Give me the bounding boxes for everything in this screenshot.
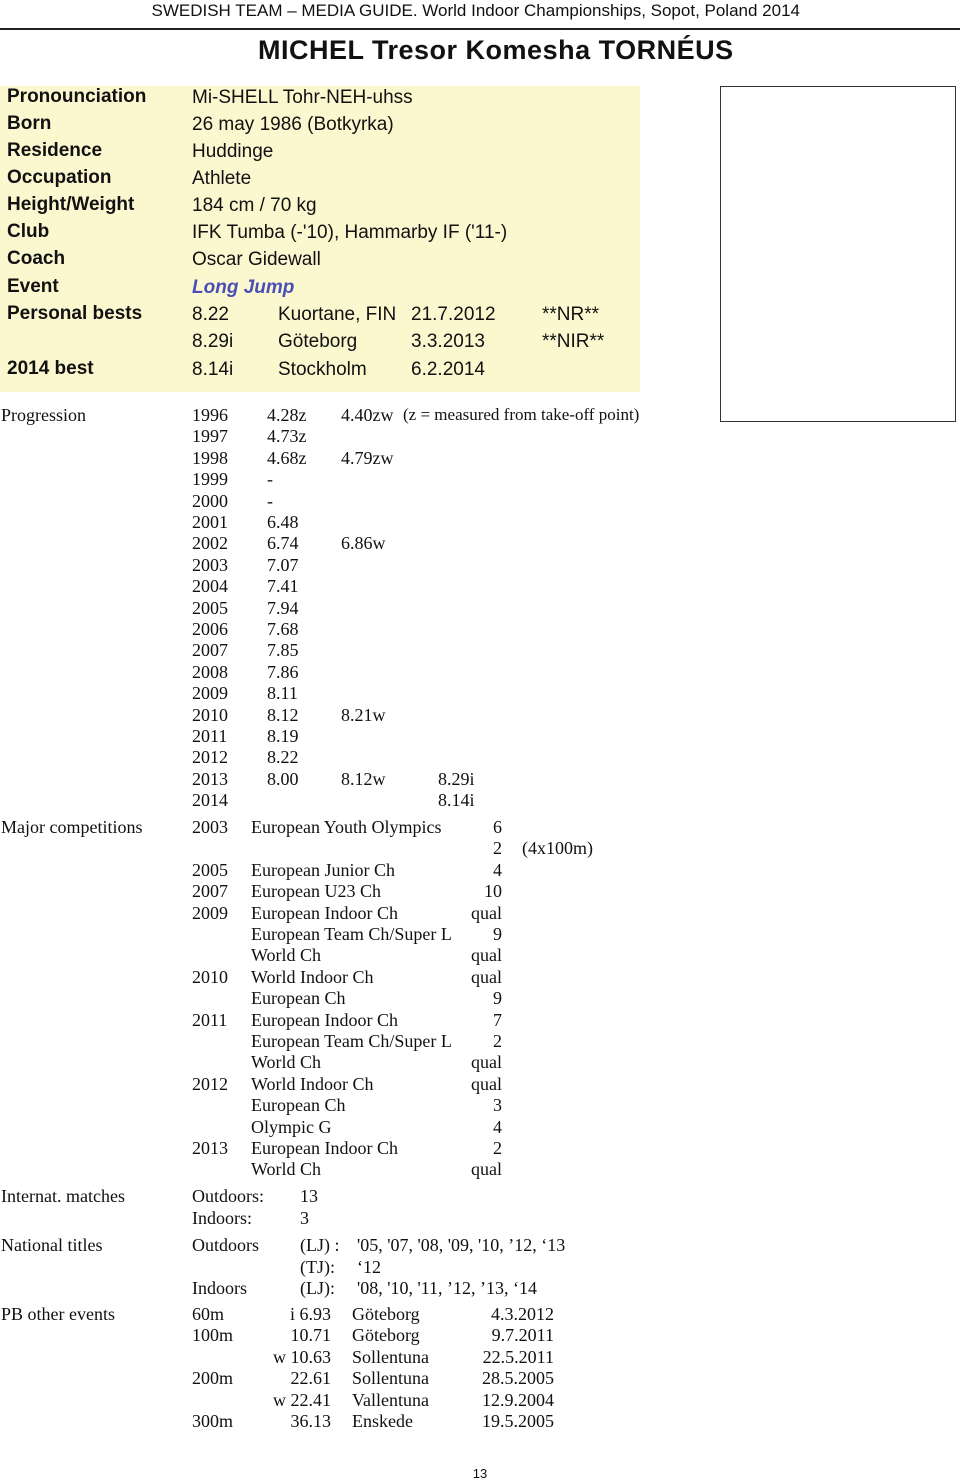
competition-year: 2007 bbox=[192, 881, 228, 902]
competition-place: 4 bbox=[493, 1116, 502, 1137]
competition-place: 6 bbox=[493, 817, 502, 837]
competition-place: 2 bbox=[493, 1031, 502, 1051]
competition-place: qual bbox=[471, 1073, 502, 1094]
pb-date: 21.7.2012 bbox=[411, 304, 496, 325]
pb-date: 22.5.2011 bbox=[482, 1346, 554, 1367]
progression-mark: 4.68z bbox=[267, 447, 307, 468]
progression-year: 2009 bbox=[192, 683, 228, 704]
pb-date: 28.5.2005 bbox=[482, 1368, 554, 1389]
pb-event: 200m bbox=[192, 1368, 234, 1389]
season-best-date: 6.2.2014 bbox=[411, 359, 485, 380]
title-years: ‘12 bbox=[357, 1256, 381, 1277]
competition-year: 2010 bbox=[192, 966, 228, 987]
athlete-info-box bbox=[0, 86, 640, 392]
competition-place: 4 bbox=[493, 859, 502, 880]
occupation-value: Athlete bbox=[192, 168, 252, 189]
national-titles-label: National titles bbox=[1, 1235, 103, 1255]
progression-label: Progression bbox=[1, 405, 86, 425]
pb-mark: 8.22 bbox=[192, 304, 229, 325]
major-competitions-label: Major competitions bbox=[1, 817, 143, 837]
progression-year: 2008 bbox=[192, 661, 228, 682]
pb-mark: i 6.93 bbox=[289, 1304, 331, 1324]
progression-note: (z = measured from take-off point) bbox=[403, 405, 640, 424]
event-label: Event bbox=[7, 276, 59, 297]
club-value: IFK Tumba (-'10), Hammarby IF ('11-) bbox=[192, 222, 508, 243]
competition-name: World Ch bbox=[251, 1052, 322, 1073]
progression-year: 2012 bbox=[192, 747, 228, 768]
pb-mark: 8.29i bbox=[192, 331, 234, 352]
progression-mark: 8.00 bbox=[267, 768, 299, 789]
progression-mark-wind: 8.12w bbox=[341, 768, 386, 789]
competition-name: World Indoor Ch bbox=[251, 966, 374, 987]
pb-note: **NR** bbox=[542, 304, 600, 325]
competition-name: European Junior Ch bbox=[251, 859, 395, 880]
personal-bests-label: Personal bests bbox=[7, 303, 143, 324]
progression-mark-indoor: 8.29i bbox=[438, 768, 475, 789]
height-weight-label: Height/Weight bbox=[7, 194, 135, 215]
progression-mark: - bbox=[267, 469, 273, 490]
pb-place: Göteborg bbox=[352, 1325, 420, 1346]
indoors-count: 3 bbox=[300, 1208, 309, 1228]
progression-mark: - bbox=[267, 490, 273, 511]
coach-value: Oscar Gidewall bbox=[192, 249, 321, 270]
competition-place: qual bbox=[471, 1159, 502, 1180]
progression-year: 2011 bbox=[192, 726, 228, 746]
pb-date: 12.9.2004 bbox=[482, 1389, 554, 1410]
header-divider bbox=[0, 28, 960, 30]
title-type: Indoors bbox=[192, 1278, 247, 1298]
progression-mark: 8.22 bbox=[267, 747, 299, 768]
progression-year: 2014 bbox=[192, 790, 228, 811]
title-event: (TJ): bbox=[300, 1256, 335, 1277]
competition-year: 2011 bbox=[192, 1009, 228, 1030]
competition-place: 9 bbox=[493, 924, 502, 944]
competition-year: 2009 bbox=[192, 902, 228, 923]
progression-mark-wind: 4.79zw bbox=[341, 447, 394, 468]
progression-year: 2004 bbox=[192, 576, 228, 597]
competition-name: European U23 Ch bbox=[251, 881, 381, 902]
pb-place: Enskede bbox=[352, 1411, 413, 1431]
page-header bbox=[0, 0, 960, 26]
progression-year: 2006 bbox=[192, 619, 228, 639]
residence-label: Residence bbox=[7, 140, 103, 161]
pb-place: Vallentuna bbox=[352, 1389, 429, 1410]
competition-name: European Ch bbox=[251, 1095, 346, 1116]
competition-name: European Ch bbox=[251, 988, 346, 1009]
pb-mark: 36.13 bbox=[290, 1411, 331, 1431]
progression-year: 2003 bbox=[192, 554, 228, 575]
pronunciation-label: Pronounciation bbox=[7, 86, 147, 107]
competition-extra: (4x100m) bbox=[522, 838, 593, 859]
competition-name: European Indoor Ch bbox=[251, 902, 398, 923]
pb-date: 9.7.2011 bbox=[491, 1325, 554, 1346]
pb-place: Göteborg bbox=[278, 331, 358, 352]
pb-note: **NIR** bbox=[542, 331, 605, 352]
competition-place: qual bbox=[471, 902, 502, 923]
club-label: Club bbox=[7, 221, 50, 242]
progression-mark: 4.28z bbox=[267, 405, 307, 425]
competition-year: 2003 bbox=[192, 817, 228, 837]
competition-place: 7 bbox=[493, 1009, 502, 1030]
header-text: SWEDISH TEAM – MEDIA GUIDE. World Indoor Championships, Sopot, Poland 2014 bbox=[151, 1, 800, 20]
pb-place: Göteborg bbox=[352, 1304, 420, 1324]
progression-mark-indoor: 8.14i bbox=[438, 790, 475, 811]
progression-mark: 6.74 bbox=[267, 533, 299, 554]
internat-matches-label: Internat. matches bbox=[1, 1186, 125, 1206]
progression-mark: 8.19 bbox=[267, 726, 299, 746]
progression-mark: 7.41 bbox=[267, 576, 299, 597]
progression-year: 1998 bbox=[192, 447, 228, 468]
coach-label: Coach bbox=[7, 248, 66, 269]
residence-value: Huddinge bbox=[192, 141, 274, 162]
progression-year: 2007 bbox=[192, 640, 228, 661]
competition-place: qual bbox=[471, 945, 502, 966]
event-value: Long Jump bbox=[192, 277, 295, 298]
competition-year: 2013 bbox=[192, 1138, 228, 1158]
page-number: 13 bbox=[472, 1466, 488, 1481]
competition-name: European Indoor Ch bbox=[251, 1009, 398, 1030]
pb-mark: 22.61 bbox=[290, 1368, 331, 1389]
progression-year: 2005 bbox=[192, 597, 228, 618]
progression-mark: 7.85 bbox=[267, 640, 299, 661]
competition-name: World Indoor Ch bbox=[251, 1073, 374, 1094]
progression-mark: 7.07 bbox=[267, 554, 299, 575]
season-best-label: 2014 best bbox=[7, 358, 94, 379]
progression-year: 2002 bbox=[192, 533, 228, 554]
title-years: '08, '10, '11, ’12, ’13, ‘14 bbox=[357, 1278, 538, 1298]
competition-name: European Team Ch/Super L bbox=[251, 924, 452, 944]
born-value: 26 may 1986 (Botkyrka) bbox=[192, 114, 394, 135]
progression-year: 1997 bbox=[192, 426, 228, 447]
pb-mark: 10.71 bbox=[290, 1325, 331, 1346]
competition-name: European Indoor Ch bbox=[251, 1138, 398, 1158]
competition-name: World Ch bbox=[251, 1159, 322, 1180]
outdoors-count: 13 bbox=[300, 1186, 318, 1206]
progression-year: 2000 bbox=[192, 490, 228, 511]
pb-event: 300m bbox=[192, 1411, 234, 1431]
competition-place: qual bbox=[471, 1052, 502, 1073]
height-weight-value: 184 cm / 70 kg bbox=[192, 195, 317, 216]
progression-year: 2013 bbox=[192, 768, 228, 789]
progression-mark: 8.12 bbox=[267, 704, 299, 725]
progression-mark: 7.68 bbox=[267, 619, 299, 639]
competition-place: 9 bbox=[493, 988, 502, 1009]
competition-place: 3 bbox=[493, 1095, 502, 1116]
title-years: '05, '07, '08, '09, '10, ’12, ‘13 bbox=[357, 1235, 566, 1255]
progression-mark: 6.48 bbox=[267, 512, 299, 532]
title-event: (LJ): bbox=[300, 1278, 335, 1298]
progression-mark: 8.11 bbox=[267, 683, 298, 704]
outdoors-label: Outdoors: bbox=[192, 1186, 264, 1206]
competition-name: World Ch bbox=[251, 945, 322, 966]
competition-name: European Youth Olympics bbox=[251, 817, 442, 837]
title-event: (LJ) : bbox=[300, 1235, 340, 1255]
indoors-label: Indoors: bbox=[192, 1208, 252, 1228]
progression-mark-wind: 8.21w bbox=[341, 704, 386, 725]
progression-mark-wind: 6.86w bbox=[341, 533, 386, 554]
pb-place: Sollentuna bbox=[352, 1368, 429, 1389]
pb-date: 19.5.2005 bbox=[482, 1411, 554, 1431]
progression-year: 1996 bbox=[192, 405, 228, 425]
progression-year: 2010 bbox=[192, 704, 228, 725]
pronunciation-value: Mi-SHELL Tohr-NEH-uhss bbox=[192, 87, 413, 108]
pb-place: Kuortane, FIN bbox=[278, 304, 397, 325]
progression-year: 2001 bbox=[192, 512, 228, 532]
progression-mark-wind: 4.40zw bbox=[341, 405, 394, 425]
progression-mark: 7.94 bbox=[267, 597, 299, 618]
competition-year: 2005 bbox=[192, 859, 228, 880]
competition-place: 10 bbox=[484, 881, 502, 902]
season-best-place: Stockholm bbox=[278, 359, 367, 380]
competition-name: European Team Ch/Super L bbox=[251, 1031, 452, 1051]
competition-place: 2 bbox=[493, 1138, 502, 1158]
progression-mark: 4.73z bbox=[267, 426, 307, 447]
season-best-mark: 8.14i bbox=[192, 359, 234, 380]
pb-event: 100m bbox=[192, 1325, 234, 1346]
athlete-name: MICHEL Tresor Komesha TORNÉUS bbox=[258, 35, 734, 65]
photo-placeholder bbox=[720, 86, 956, 422]
occupation-label: Occupation bbox=[7, 167, 112, 188]
pb-date: 4.3.2012 bbox=[491, 1304, 554, 1324]
title-type: Outdoors bbox=[192, 1235, 259, 1255]
competition-place: 2 bbox=[493, 838, 502, 859]
pb-mark: w 10.63 bbox=[273, 1346, 331, 1367]
competition-place: qual bbox=[471, 966, 502, 987]
competition-name: Olympic G bbox=[251, 1116, 332, 1137]
progression-year: 1999 bbox=[192, 469, 228, 490]
born-label: Born bbox=[7, 113, 52, 134]
competition-year: 2012 bbox=[192, 1073, 228, 1094]
pb-place: Sollentuna bbox=[352, 1346, 429, 1367]
pb-other-events-label: PB other events bbox=[1, 1304, 115, 1324]
progression-mark: 7.86 bbox=[267, 661, 299, 682]
pb-date: 3.3.2013 bbox=[411, 331, 485, 352]
pb-mark: w 22.41 bbox=[273, 1389, 331, 1410]
pb-event: 60m bbox=[192, 1304, 225, 1324]
